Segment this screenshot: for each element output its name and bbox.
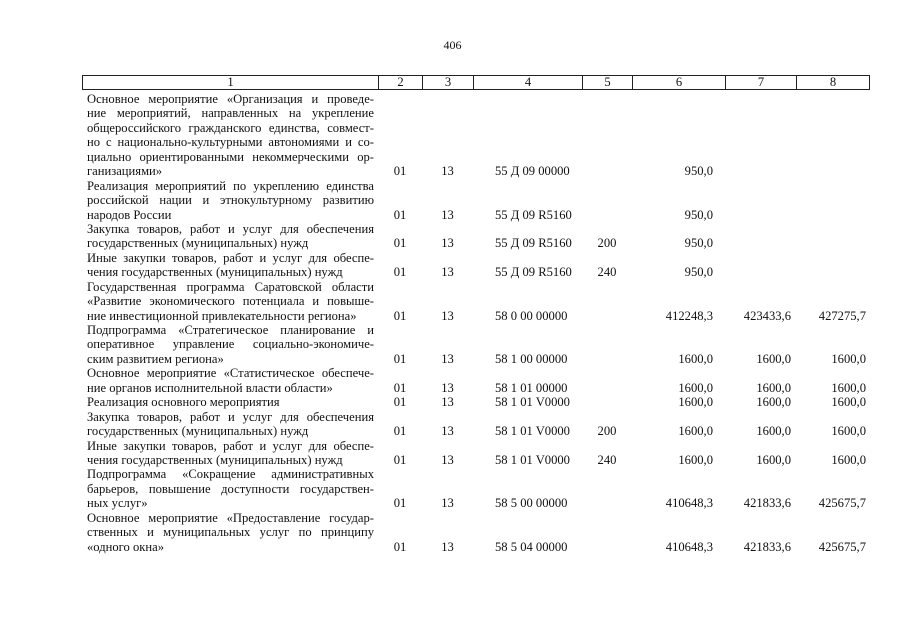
cell-col-7 xyxy=(725,164,791,178)
cell-col-5 xyxy=(582,395,632,409)
cell-col-6: 410648,3 xyxy=(665,539,713,554)
cell-col-7 xyxy=(725,208,791,222)
cell-col-5 xyxy=(582,496,632,510)
header-col-2: 2 xyxy=(379,76,423,89)
cell-col-7: 1600,0 xyxy=(756,424,791,439)
cell-col-8: 1600,0 xyxy=(831,424,866,439)
description-line: народов России xyxy=(87,207,172,222)
table-row xyxy=(0,323,905,366)
cell-col-7: 423433,6 xyxy=(743,308,791,323)
cell-col-2: 01 xyxy=(393,380,407,395)
cell-col-5: 200 xyxy=(597,236,617,251)
cell-col-3: 13 xyxy=(441,351,454,366)
cell-col-8 xyxy=(796,265,866,279)
description-line: «Развитие экономического потенциала и повыше- xyxy=(87,294,374,309)
row-description xyxy=(87,511,374,554)
description-line: ственных и муниципальных услуг по принципу xyxy=(87,525,374,540)
cell-col-7: 1600,0 xyxy=(756,351,791,366)
cell-col-3: 13 xyxy=(441,424,454,439)
row-description xyxy=(87,179,374,222)
table-header xyxy=(82,75,870,90)
table-row xyxy=(0,366,905,395)
header-col-7: 7 xyxy=(726,76,797,89)
cell-col-4: 55 Д 09 R5160 xyxy=(495,236,572,251)
header-col-8: 8 xyxy=(829,75,837,89)
row-description xyxy=(87,323,374,366)
cell-col-2: 01 xyxy=(393,236,407,251)
cell-col-4: 55 Д 09 00000 xyxy=(495,164,570,179)
cell-col-8: 1600,0 xyxy=(831,452,866,467)
cell-col-5 xyxy=(582,352,632,366)
table-row xyxy=(0,410,905,439)
cell-col-2: 01 xyxy=(393,539,407,554)
description-line: ние органов исполнительной власти области» xyxy=(87,380,333,395)
cell-col-4: 58 1 00 00000 xyxy=(495,351,568,366)
cell-col-2: 01 xyxy=(393,496,407,511)
cell-col-2: 01 xyxy=(393,452,407,467)
cell-col-7: 1600,0 xyxy=(756,452,791,467)
cell-col-6: 950,0 xyxy=(684,265,713,280)
page-number: 406 xyxy=(443,38,462,52)
table-row xyxy=(0,179,905,222)
cell-col-5 xyxy=(582,540,632,554)
description-line: ных услуг» xyxy=(87,496,148,511)
description-line: Закупка товаров, работ и услуг для обеспечения xyxy=(87,409,374,424)
cell-col-8: 425675,7 xyxy=(818,496,866,511)
cell-col-4: 58 0 00 00000 xyxy=(495,308,568,323)
table-row xyxy=(0,467,905,510)
cell-col-8: 1600,0 xyxy=(831,395,866,410)
cell-col-3: 13 xyxy=(441,236,454,251)
cell-col-6: 1600,0 xyxy=(678,452,713,467)
description-line: «одного окна» xyxy=(87,539,165,554)
description-line: Основное мероприятие «Предоставление государ- xyxy=(87,510,374,525)
description-line: Иные закупки товаров, работ и услуг для обеспе- xyxy=(87,250,374,265)
cell-col-3: 13 xyxy=(441,539,454,554)
cell-col-7: 1600,0 xyxy=(756,380,791,395)
description-line: Основное мероприятие «Статистическое обеспече- xyxy=(87,366,374,381)
cell-col-4: 58 5 04 00000 xyxy=(495,539,568,554)
description-line: ние мероприятий, направленных на укрепление xyxy=(87,106,374,121)
cell-col-2: 01 xyxy=(393,395,407,410)
cell-col-6: 410648,3 xyxy=(665,496,713,511)
cell-col-5 xyxy=(582,381,632,395)
header-col-5: 5 xyxy=(583,76,633,89)
description-line: Реализация мероприятий по укреплению единства xyxy=(87,178,374,193)
row-description xyxy=(87,439,374,468)
cell-col-2: 01 xyxy=(393,164,407,179)
cell-col-3: 13 xyxy=(441,164,454,179)
cell-col-3: 13 xyxy=(441,308,454,323)
cell-col-5 xyxy=(582,309,632,323)
table-row xyxy=(0,511,905,554)
cell-col-3: 13 xyxy=(441,207,454,222)
row-description xyxy=(87,222,374,251)
cell-col-7: 421833,6 xyxy=(743,539,791,554)
cell-col-6: 1600,0 xyxy=(678,351,713,366)
description-line: барьеров, повышение доступности государствен- xyxy=(87,481,374,496)
cell-col-4: 58 1 01 V0000 xyxy=(495,424,570,439)
table-row xyxy=(0,280,905,323)
description-line: ским развитием региона» xyxy=(87,351,224,366)
cell-col-2: 01 xyxy=(393,308,407,323)
cell-col-6: 412248,3 xyxy=(665,308,713,323)
cell-col-4: 58 1 01 V0000 xyxy=(495,395,570,410)
cell-col-8 xyxy=(796,164,866,178)
description-line: но с национально-культурными автономиями и со- xyxy=(87,135,374,150)
cell-col-5 xyxy=(582,164,632,178)
cell-col-6: 1600,0 xyxy=(678,395,713,410)
table-body xyxy=(0,92,905,554)
cell-col-8: 1600,0 xyxy=(831,351,866,366)
description-line: Реализация основного мероприятия xyxy=(87,395,280,410)
cell-col-7: 421833,6 xyxy=(743,496,791,511)
description-line: чения государственных (муниципальных) нужд xyxy=(87,265,343,280)
header-col-3: 3 xyxy=(423,76,474,89)
table-row xyxy=(0,439,905,468)
cell-col-4: 55 Д 09 R5160 xyxy=(495,265,572,280)
description-line: Закупка товаров, работ и услуг для обеспечения xyxy=(87,221,374,236)
cell-col-4: 58 5 00 00000 xyxy=(495,496,568,511)
cell-col-2: 01 xyxy=(393,424,407,439)
cell-col-6: 950,0 xyxy=(684,164,713,179)
row-description xyxy=(87,366,374,395)
cell-col-6: 1600,0 xyxy=(678,424,713,439)
cell-col-7 xyxy=(725,265,791,279)
cell-col-6: 950,0 xyxy=(684,207,713,222)
cell-col-5: 200 xyxy=(597,424,617,439)
row-description xyxy=(87,280,374,323)
row-description xyxy=(87,251,374,280)
cell-col-6: 1600,0 xyxy=(678,380,713,395)
description-line: Основное мероприятие «Организация и проведе- xyxy=(87,92,374,106)
description-line: Подпрограмма «Сокращение административных xyxy=(87,467,374,482)
description-line: циально ориентированными некоммерческими ор- xyxy=(87,149,374,164)
cell-col-7: 1600,0 xyxy=(756,395,791,410)
cell-col-8 xyxy=(796,208,866,222)
description-line: ние инвестиционной привлекательности региона» xyxy=(87,308,357,323)
description-line: российской нации и этнокультурному развитию xyxy=(87,193,374,208)
cell-col-8: 427275,7 xyxy=(818,308,866,323)
cell-col-3: 13 xyxy=(441,380,454,395)
cell-col-3: 13 xyxy=(441,496,454,511)
description-line: чения государственных (муниципальных) нужд xyxy=(87,452,343,467)
row-description xyxy=(87,395,374,409)
cell-col-8 xyxy=(796,236,866,250)
description-line: ганизациями» xyxy=(87,164,163,179)
description-line: Иные закупки товаров, работ и услуг для обеспе- xyxy=(87,438,374,453)
description-line: Государственная программа Саратовской области xyxy=(87,279,374,294)
row-description xyxy=(87,410,374,439)
cell-col-8: 425675,7 xyxy=(818,539,866,554)
description-line: государственных (муниципальных) нужд xyxy=(87,424,309,439)
cell-col-2: 01 xyxy=(393,351,407,366)
cell-col-6: 950,0 xyxy=(684,236,713,251)
description-line: общероссийского гражданского единства, совмест- xyxy=(87,120,374,135)
cell-col-4: 55 Д 09 R5160 xyxy=(495,207,572,222)
header-col-1: 1 xyxy=(83,76,379,89)
table-row xyxy=(0,395,905,409)
cell-col-5 xyxy=(582,208,632,222)
table-row xyxy=(0,251,905,280)
cell-col-5: 240 xyxy=(597,265,617,280)
cell-col-3: 13 xyxy=(441,265,454,280)
description-line: государственных (муниципальных) нужд xyxy=(87,236,309,251)
description-line: Подпрограмма «Стратегическое планирование и xyxy=(87,323,374,337)
row-description xyxy=(87,467,374,510)
cell-col-2: 01 xyxy=(393,207,407,222)
row-description xyxy=(87,92,374,179)
description-line: оперативное управление социально-экономиче- xyxy=(87,337,374,352)
cell-col-8: 1600,0 xyxy=(831,380,866,395)
cell-col-4: 58 1 01 V0000 xyxy=(495,452,570,467)
cell-col-2: 01 xyxy=(393,265,407,280)
cell-col-4: 58 1 01 00000 xyxy=(495,380,568,395)
header-col-4: 4 xyxy=(474,76,583,89)
table-row xyxy=(0,92,905,179)
header-col-6: 6 xyxy=(633,76,726,89)
cell-col-7 xyxy=(725,236,791,250)
cell-col-3: 13 xyxy=(441,452,454,467)
table-row xyxy=(0,222,905,251)
cell-col-3: 13 xyxy=(441,395,454,410)
cell-col-5: 240 xyxy=(597,452,617,467)
